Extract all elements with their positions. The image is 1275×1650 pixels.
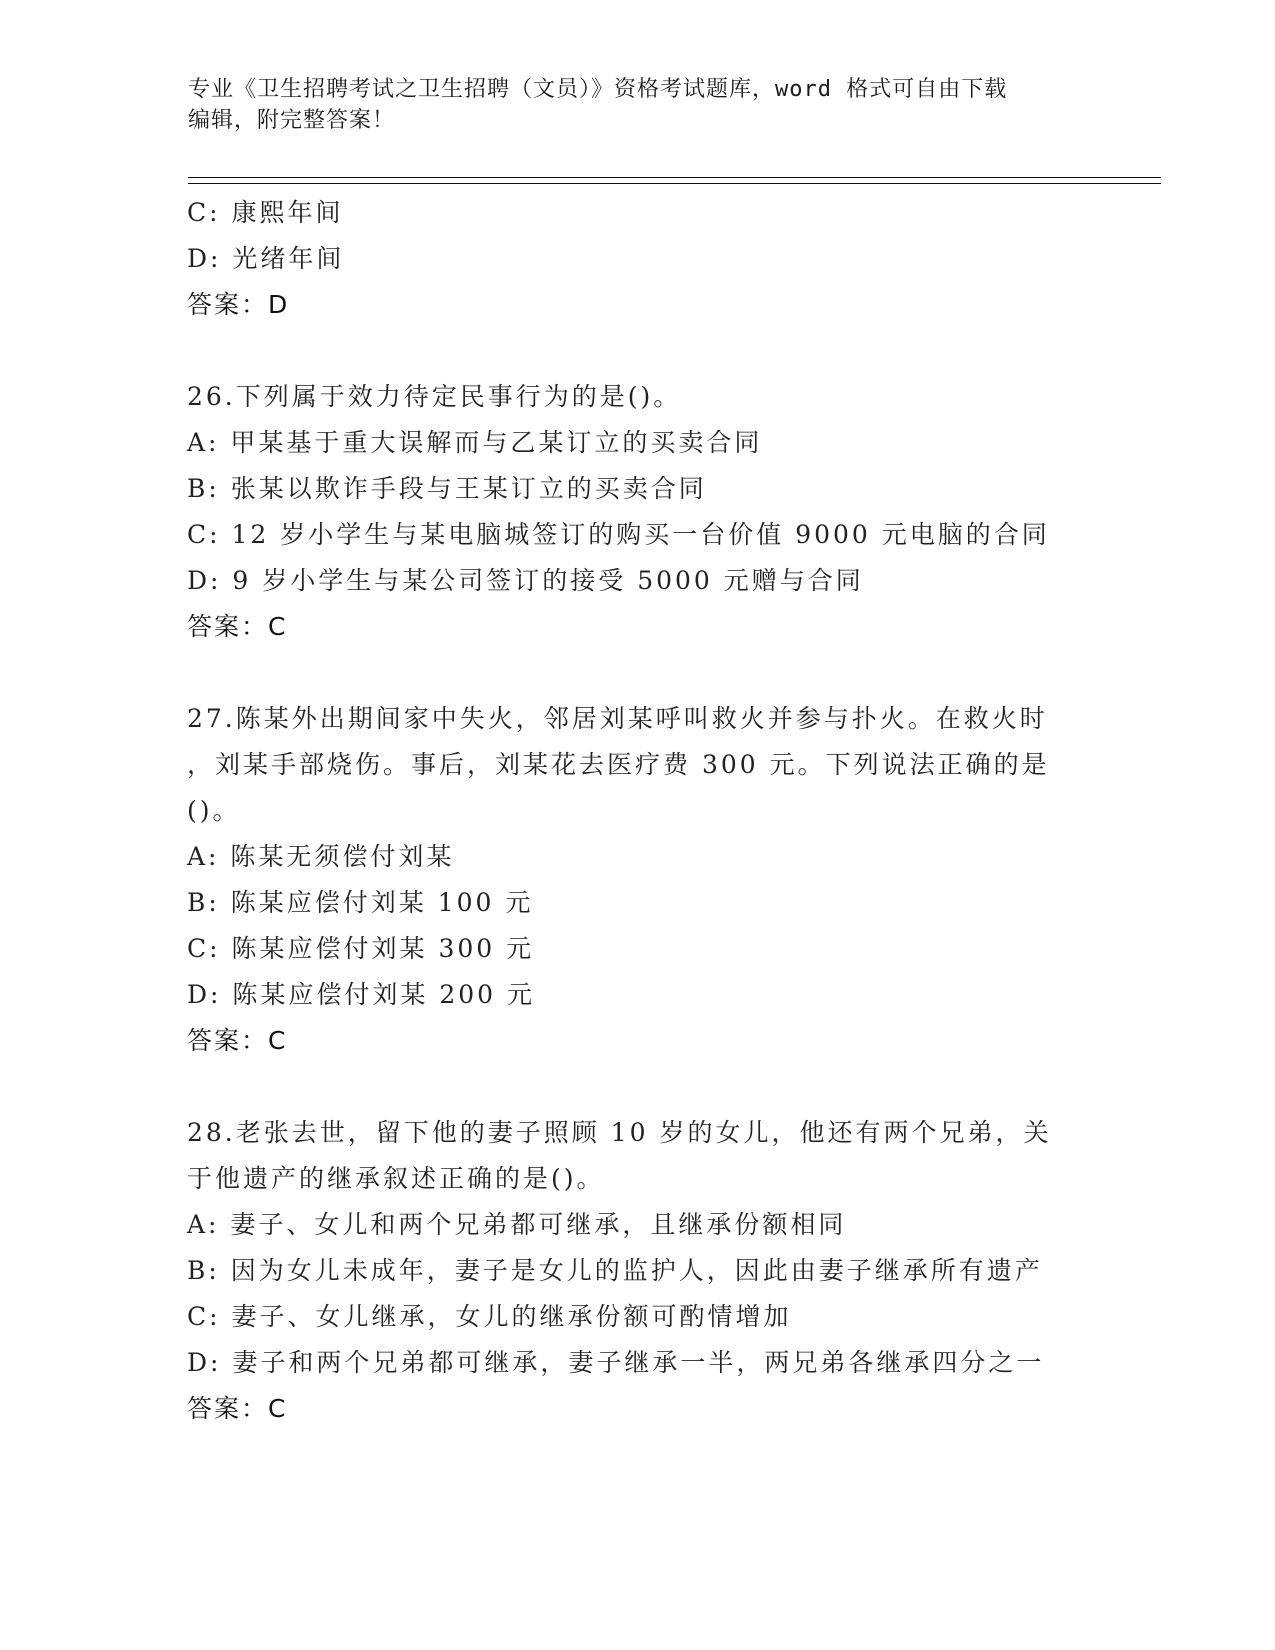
document-header — [188, 74, 1088, 136]
answer-line: 答案：C — [187, 612, 288, 641]
option-c: C: 康熙年间 — [187, 198, 344, 227]
header-line-2: 编辑，附完整答案！ — [188, 108, 396, 133]
option-a: A: 陈某无须偿付刘某 — [187, 842, 455, 871]
option-c: C: 陈某应偿付刘某 300 元 — [187, 934, 535, 963]
option-a: A: 妻子、女儿和两个兄弟都可继承，且继承份额相同 — [187, 1210, 847, 1239]
option-d: D: 妻子和两个兄弟都可继承，妻子继承一半，两兄弟各继承四分之一 — [187, 1348, 1045, 1377]
question-stem-line: 于他遗产的继承叙述正确的是()。 — [187, 1164, 605, 1193]
answer-line: 答案：D — [187, 290, 290, 319]
page-content — [187, 190, 1147, 1432]
option-d: D: 陈某应偿付刘某 200 元 — [187, 980, 536, 1009]
previous-question-tail — [187, 190, 1147, 328]
header-rule-bottom — [188, 183, 1161, 184]
question-26 — [187, 374, 1147, 650]
option-c: C: 12 岁小学生与某电脑城签订的购买一台价值 9000 元电脑的合同 — [187, 520, 1050, 549]
answer-line: 答案：C — [187, 1394, 288, 1423]
question-stem-line: 26.下列属于效力待定民事行为的是()。 — [187, 382, 682, 411]
question-stem-line: ，刘某手部烧伤。事后，刘某花去医疗费 300 元。下列说法正确的是 — [187, 750, 1050, 779]
question-28 — [187, 1110, 1147, 1432]
option-a: A: 甲某基于重大误解而与乙某订立的买卖合同 — [187, 428, 763, 457]
answer-line: 答案：C — [187, 1026, 288, 1055]
question-stem-line: 27.陈某外出期间家中失火，邻居刘某呼叫救火并参与扑火。在救火时 — [187, 704, 1048, 733]
question-stem-line: 28.老张去世，留下他的妻子照顾 10 岁的女儿，他还有两个兄弟，关 — [187, 1118, 1052, 1147]
header-rule-top — [188, 177, 1161, 178]
option-b: B: 张某以欺诈手段与王某订立的买卖合同 — [187, 474, 707, 503]
question-27 — [187, 696, 1147, 1064]
option-d: D: 9 岁小学生与某公司签订的接受 5000 元赠与合同 — [187, 566, 864, 595]
option-b: B: 因为女儿未成年，妻子是女儿的监护人，因此由妻子继承所有遗产 — [187, 1256, 1043, 1285]
question-stem-line: ()。 — [187, 796, 241, 825]
option-d: D: 光绪年间 — [187, 244, 345, 273]
header-line-1: 专业《卫生招聘考试之卫生招聘（文员）》资格考试题库，word 格式可自由下载 — [188, 77, 1008, 102]
option-c: C: 妻子、女儿继承，女儿的继承份额可酌情增加 — [187, 1302, 792, 1331]
option-b: B: 陈某应偿付刘某 100 元 — [187, 888, 534, 917]
